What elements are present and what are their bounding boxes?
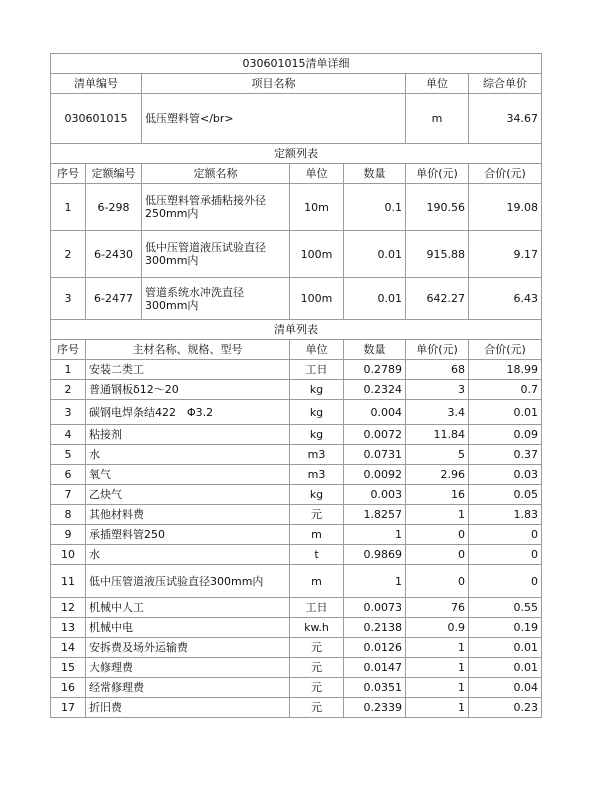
quota-col-no: 序号 [51, 164, 86, 184]
material-no: 13 [51, 618, 86, 638]
quota-col-total: 合价(元) [469, 164, 542, 184]
material-no: 10 [51, 545, 86, 565]
material-qty: 0.2138 [344, 618, 406, 638]
material-row [51, 698, 542, 718]
material-unit: m [290, 525, 344, 545]
material-name: 机械中电 [86, 618, 290, 638]
material-name: 其他材料费 [86, 505, 290, 525]
quota-col-price: 单价(元) [406, 164, 469, 184]
material-total: 0.05 [469, 485, 542, 505]
quota-col-code: 定额编号 [86, 164, 142, 184]
material-row [51, 400, 542, 425]
material-no: 8 [51, 505, 86, 525]
material-price: 0 [406, 525, 469, 545]
material-row [51, 565, 542, 598]
material-price: 3.4 [406, 400, 469, 425]
material-price: 11.84 [406, 425, 469, 445]
quota-col-unit: 单位 [290, 164, 344, 184]
bill-code: 030601015 [51, 94, 142, 144]
material-total: 1.83 [469, 505, 542, 525]
material-row [51, 505, 542, 525]
material-price: 3 [406, 380, 469, 400]
material-total: 0 [469, 525, 542, 545]
quota-col-name: 定额名称 [142, 164, 290, 184]
quota-total: 6.43 [469, 278, 542, 320]
material-name: 普通钢板δ12～20 [86, 380, 290, 400]
quota-code: 6-298 [86, 184, 142, 231]
material-name: 乙炔气 [86, 485, 290, 505]
material-price: 5 [406, 445, 469, 465]
material-price: 1 [406, 678, 469, 698]
material-qty: 0.004 [344, 400, 406, 425]
quota-code: 6-2477 [86, 278, 142, 320]
material-no: 6 [51, 465, 86, 485]
material-no: 2 [51, 380, 86, 400]
material-total: 18.99 [469, 360, 542, 380]
material-qty: 0.0351 [344, 678, 406, 698]
material-qty: 0.0092 [344, 465, 406, 485]
material-unit: 元 [290, 698, 344, 718]
quota-no: 1 [51, 184, 86, 231]
quota-unit: 10m [290, 184, 344, 231]
material-price: 1 [406, 658, 469, 678]
material-no: 5 [51, 445, 86, 465]
material-unit: m3 [290, 445, 344, 465]
unit-price-header: 综合单价 [469, 74, 542, 94]
material-price: 1 [406, 505, 469, 525]
item-name-header: 项目名称 [142, 74, 406, 94]
material-qty: 0.2339 [344, 698, 406, 718]
material-col-no: 序号 [51, 340, 86, 360]
material-no: 7 [51, 485, 86, 505]
material-row [51, 380, 542, 400]
material-no: 12 [51, 598, 86, 618]
material-col-unit: 单位 [290, 340, 344, 360]
material-price: 2.96 [406, 465, 469, 485]
material-name: 安装二类工 [86, 360, 290, 380]
quota-total: 9.17 [469, 231, 542, 278]
material-unit: m3 [290, 465, 344, 485]
material-total: 0.7 [469, 380, 542, 400]
material-qty: 1.8257 [344, 505, 406, 525]
quota-qty: 0.01 [344, 278, 406, 320]
material-price: 1 [406, 698, 469, 718]
material-total: 0.03 [469, 465, 542, 485]
material-qty: 0.0147 [344, 658, 406, 678]
material-price: 76 [406, 598, 469, 618]
bill-code-header: 清单编号 [51, 74, 142, 94]
material-qty: 0.0073 [344, 598, 406, 618]
material-price: 16 [406, 485, 469, 505]
material-price: 0 [406, 545, 469, 565]
material-no: 11 [51, 565, 86, 598]
material-total: 0.55 [469, 598, 542, 618]
unit-header: 单位 [406, 74, 469, 94]
material-name: 大修理费 [86, 658, 290, 678]
quota-qty: 0.1 [344, 184, 406, 231]
material-col-qty: 数量 [344, 340, 406, 360]
material-no: 14 [51, 638, 86, 658]
material-name: 碳钢电焊条结422 Φ3.2 [86, 400, 290, 425]
material-qty: 0.9869 [344, 545, 406, 565]
quota-name: 管道系统水冲洗直径300mm内 [142, 278, 290, 320]
material-unit: m [290, 565, 344, 598]
material-name: 粘接剂 [86, 425, 290, 445]
material-qty: 0.0072 [344, 425, 406, 445]
material-unit: 元 [290, 658, 344, 678]
material-name: 机械中人工 [86, 598, 290, 618]
material-name: 氧气 [86, 465, 290, 485]
material-name: 折旧费 [86, 698, 290, 718]
material-row [51, 658, 542, 678]
material-row [51, 598, 542, 618]
material-no: 15 [51, 658, 86, 678]
material-total: 0.04 [469, 678, 542, 698]
material-unit: kg [290, 485, 344, 505]
material-price: 1 [406, 638, 469, 658]
material-total: 0.19 [469, 618, 542, 638]
material-qty: 0.2324 [344, 380, 406, 400]
material-price: 0.9 [406, 618, 469, 638]
table-title: 030601015清单详细 [51, 54, 542, 74]
material-unit: 工日 [290, 360, 344, 380]
material-total: 0.37 [469, 445, 542, 465]
materials-rows [51, 360, 542, 718]
quota-row [51, 231, 542, 278]
material-total: 0.01 [469, 658, 542, 678]
material-no: 4 [51, 425, 86, 445]
material-row [51, 360, 542, 380]
material-row [51, 525, 542, 545]
material-no: 17 [51, 698, 86, 718]
material-qty: 1 [344, 565, 406, 598]
item-unit-price: 34.67 [469, 94, 542, 144]
quota-row [51, 184, 542, 231]
quota-name: 低中压管道液压试验直径300mm内 [142, 231, 290, 278]
quota-no: 3 [51, 278, 86, 320]
quota-col-qty: 数量 [344, 164, 406, 184]
material-total: 0.01 [469, 400, 542, 425]
material-total: 0 [469, 545, 542, 565]
material-total: 0.09 [469, 425, 542, 445]
material-qty: 0.0731 [344, 445, 406, 465]
material-total: 0.01 [469, 638, 542, 658]
item-name: 低压塑料管</br> [142, 94, 406, 144]
quota-price: 915.88 [406, 231, 469, 278]
material-row [51, 618, 542, 638]
quota-row [51, 278, 542, 320]
quota-price: 190.56 [406, 184, 469, 231]
material-row [51, 638, 542, 658]
material-row [51, 445, 542, 465]
material-unit: 工日 [290, 598, 344, 618]
quota-unit: 100m [290, 278, 344, 320]
material-name: 水 [86, 445, 290, 465]
material-no: 9 [51, 525, 86, 545]
material-unit: kw.h [290, 618, 344, 638]
material-name: 经常修理费 [86, 678, 290, 698]
quota-header-row [51, 164, 542, 184]
material-col-price: 单价(元) [406, 340, 469, 360]
material-unit: kg [290, 380, 344, 400]
material-price: 68 [406, 360, 469, 380]
material-qty: 1 [344, 525, 406, 545]
material-unit: 元 [290, 505, 344, 525]
quota-price: 642.27 [406, 278, 469, 320]
material-unit: kg [290, 400, 344, 425]
quota-no: 2 [51, 231, 86, 278]
quota-qty: 0.01 [344, 231, 406, 278]
material-no: 3 [51, 400, 86, 425]
material-no: 16 [51, 678, 86, 698]
quota-section-title: 定额列表 [51, 144, 542, 164]
materials-section-title: 清单列表 [51, 320, 542, 340]
materials-header-row [51, 340, 542, 360]
quota-name: 低压塑料管承插粘接外径250mm内 [142, 184, 290, 231]
material-name: 安拆费及场外运输费 [86, 638, 290, 658]
material-total: 0 [469, 565, 542, 598]
material-row [51, 545, 542, 565]
bill-detail-table [50, 53, 542, 718]
material-unit: 元 [290, 638, 344, 658]
material-name: 承插塑料管250 [86, 525, 290, 545]
material-qty: 0.2789 [344, 360, 406, 380]
material-row [51, 465, 542, 485]
material-unit: kg [290, 425, 344, 445]
material-price: 0 [406, 565, 469, 598]
material-name: 水 [86, 545, 290, 565]
material-total: 0.23 [469, 698, 542, 718]
material-col-name: 主材名称、规格、型号 [86, 340, 290, 360]
item-unit: m [406, 94, 469, 144]
material-row [51, 425, 542, 445]
quota-total: 19.08 [469, 184, 542, 231]
material-row [51, 485, 542, 505]
material-row [51, 678, 542, 698]
material-col-total: 合价(元) [469, 340, 542, 360]
material-name: 低中压管道液压试验直径300mm内 [86, 565, 290, 598]
material-qty: 0.003 [344, 485, 406, 505]
material-unit: 元 [290, 678, 344, 698]
material-unit: t [290, 545, 344, 565]
material-qty: 0.0126 [344, 638, 406, 658]
material-no: 1 [51, 360, 86, 380]
quota-unit: 100m [290, 231, 344, 278]
quota-code: 6-2430 [86, 231, 142, 278]
